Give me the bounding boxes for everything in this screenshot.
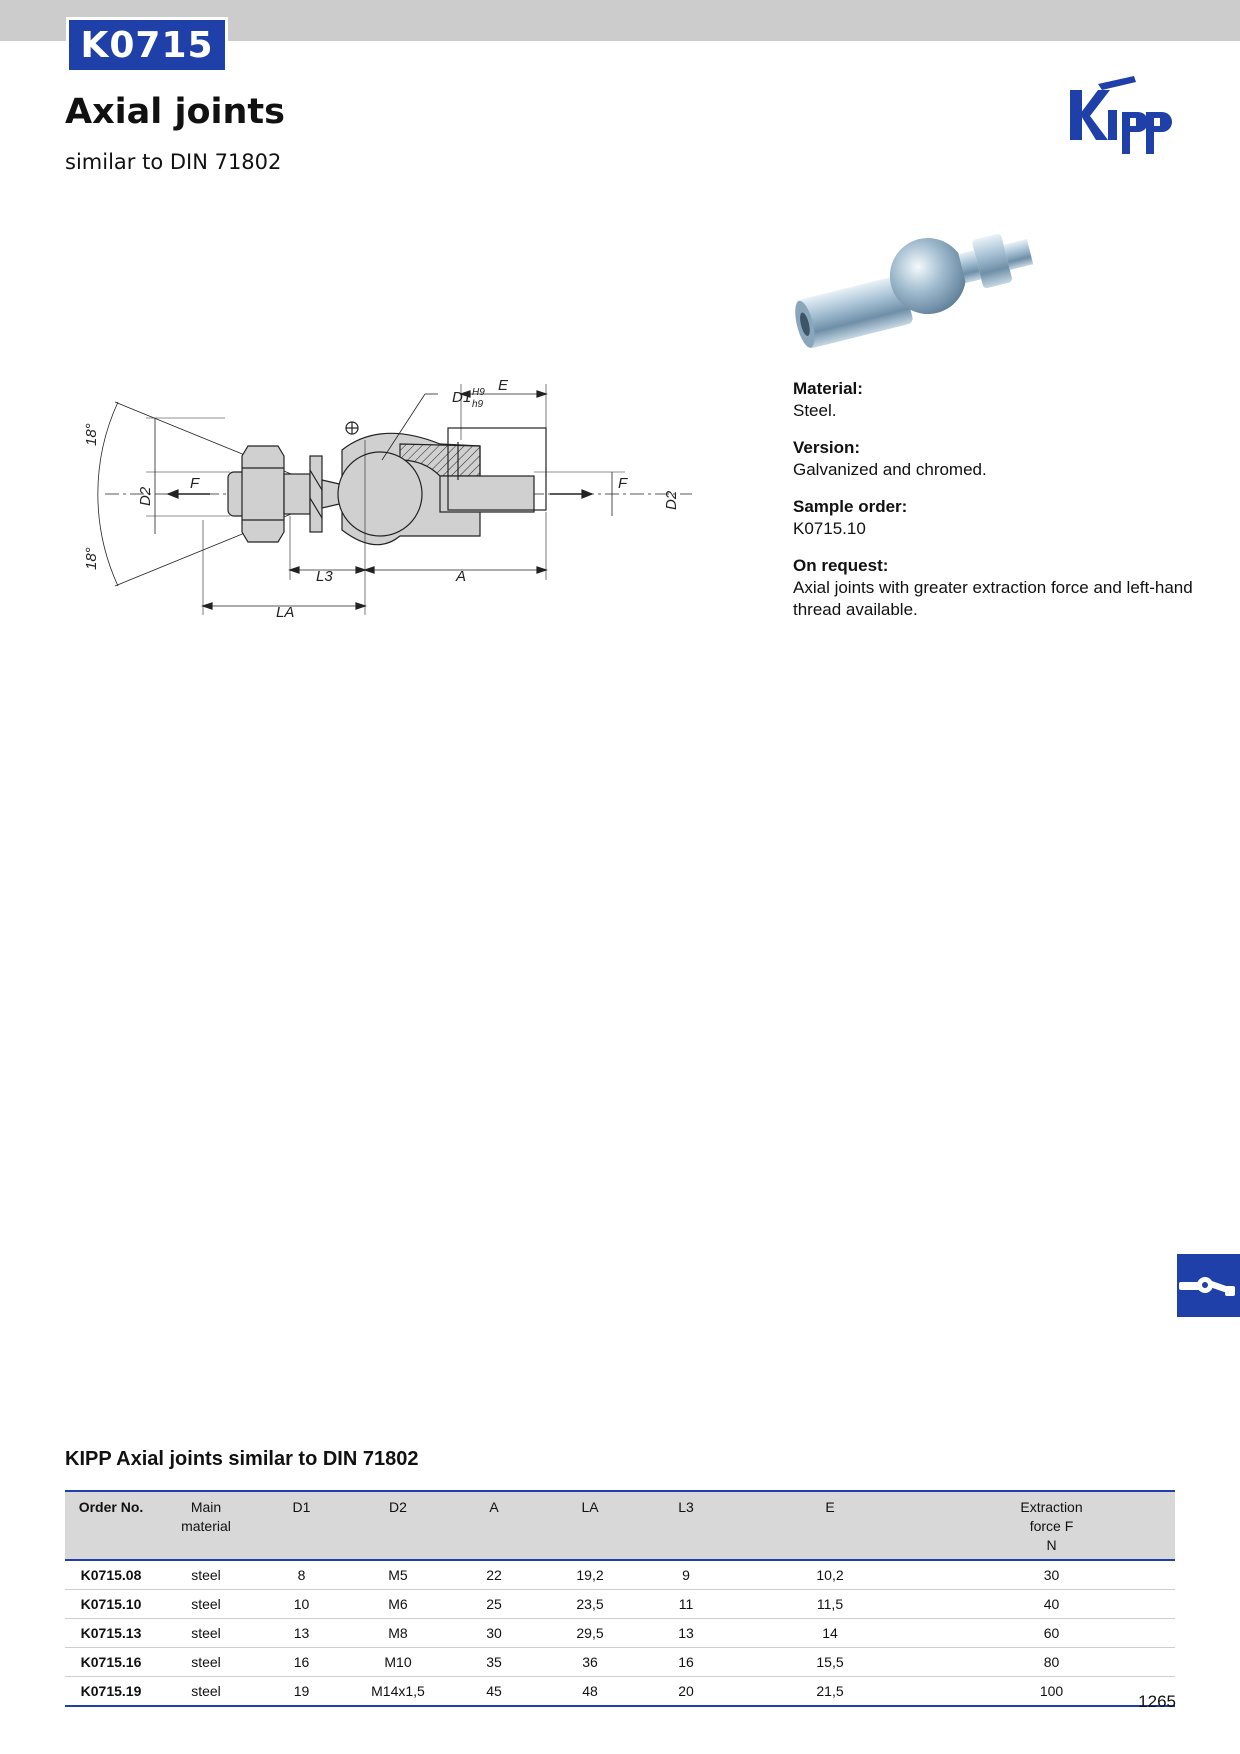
spec-value: K0715.10	[793, 519, 866, 538]
l3-label: L3	[316, 568, 333, 585]
cell-force: 100	[928, 1677, 1175, 1707]
spec-sample-order	[793, 496, 1193, 540]
cell-d1: 8	[255, 1560, 348, 1590]
spec-label: On request:	[793, 556, 889, 575]
cell-force: 40	[928, 1590, 1175, 1619]
cell-e: 10,2	[732, 1560, 928, 1590]
spec-value: Steel.	[793, 401, 837, 420]
column-header-order-no: Order No.	[78, 1499, 144, 1515]
cell-l3: 13	[640, 1619, 732, 1648]
technical-drawing	[80, 380, 720, 640]
column-header-force: Extraction	[1020, 1499, 1083, 1515]
cell-d2: M10	[348, 1648, 448, 1677]
d2-left-label: D2	[137, 486, 154, 506]
la-label: LA	[276, 604, 295, 621]
angle-top-label: 18°	[83, 423, 100, 446]
column-header-force-line2: force F	[1029, 1518, 1074, 1534]
axial-joint-icon	[1177, 1254, 1240, 1317]
table-row	[65, 1648, 1175, 1677]
cell-force: 30	[928, 1560, 1175, 1590]
cell-order-no: K0715.16	[65, 1648, 157, 1677]
cell-order-no: K0715.19	[65, 1677, 157, 1707]
table-header-row	[65, 1491, 1175, 1560]
dimension-table	[65, 1490, 1175, 1707]
cell-a: 35	[448, 1648, 540, 1677]
column-header-d1: D1	[292, 1499, 311, 1515]
cell-a: 22	[448, 1560, 540, 1590]
cell-d2: M5	[348, 1560, 448, 1590]
cell-d1: 16	[255, 1648, 348, 1677]
cell-l3: 20	[640, 1677, 732, 1707]
spec-list	[793, 378, 1193, 636]
cell-force: 60	[928, 1619, 1175, 1648]
kipp-logo	[1068, 74, 1180, 160]
cell-a: 25	[448, 1590, 540, 1619]
cell-order-no: K0715.10	[65, 1590, 157, 1619]
cell-la: 19,2	[540, 1560, 640, 1590]
spec-value: Galvanized and chromed.	[793, 460, 987, 479]
product-photo	[785, 205, 1065, 355]
cell-e: 14	[732, 1619, 928, 1648]
cell-order-no: K0715.08	[65, 1560, 157, 1590]
d1-tolerance-upper: H9	[472, 387, 485, 398]
category-tab[interactable]	[1177, 1254, 1240, 1317]
cell-e: 21,5	[732, 1677, 928, 1707]
cell-d1: 13	[255, 1619, 348, 1648]
spec-value: Axial joints with greater extraction force and left-hand thread available.	[793, 578, 1193, 619]
cell-material: steel	[157, 1677, 255, 1707]
cell-e: 11,5	[732, 1590, 928, 1619]
column-header-d2: D2	[389, 1499, 407, 1515]
cell-l3: 9	[640, 1560, 732, 1590]
page-title: Axial joints	[65, 92, 285, 132]
table-row	[65, 1560, 1175, 1590]
table-row	[65, 1677, 1175, 1707]
column-header-material-line2: material	[181, 1518, 231, 1534]
table-title: KIPP Axial joints similar to DIN 71802	[65, 1448, 419, 1470]
cell-material: steel	[157, 1590, 255, 1619]
spec-version	[793, 437, 1193, 481]
cell-d2: M14x1,5	[348, 1677, 448, 1707]
cell-la: 48	[540, 1677, 640, 1707]
f-left-label: F	[190, 475, 200, 492]
spec-label: Version:	[793, 438, 861, 457]
cell-d2: M6	[348, 1590, 448, 1619]
spec-on-request	[793, 555, 1193, 621]
cell-material: steel	[157, 1648, 255, 1677]
cell-a: 45	[448, 1677, 540, 1707]
column-header-la: LA	[581, 1499, 599, 1515]
cell-la: 23,5	[540, 1590, 640, 1619]
angle-bottom-label: 18°	[83, 547, 100, 570]
d2-right-label: D2	[663, 490, 680, 510]
page-number: 1265	[1138, 1692, 1176, 1711]
cell-l3: 11	[640, 1590, 732, 1619]
cell-d1: 19	[255, 1677, 348, 1707]
column-header-l3: L3	[678, 1499, 694, 1515]
product-code-badge: K0715	[66, 17, 228, 73]
table-row	[65, 1590, 1175, 1619]
cell-order-no: K0715.13	[65, 1619, 157, 1648]
spec-label: Sample order:	[793, 497, 908, 516]
f-right-label: F	[618, 475, 628, 492]
e-label: E	[498, 380, 509, 394]
cell-la: 29,5	[540, 1619, 640, 1648]
a-label: A	[456, 568, 467, 585]
spec-label: Material:	[793, 379, 863, 398]
column-header-force-unit: N	[1046, 1537, 1057, 1553]
cell-force: 80	[928, 1648, 1175, 1677]
cell-material: steel	[157, 1619, 255, 1648]
table-row	[65, 1619, 1175, 1648]
cell-e: 15,5	[732, 1648, 928, 1677]
column-header-a: A	[489, 1499, 499, 1515]
cell-a: 30	[448, 1619, 540, 1648]
cell-d1: 10	[255, 1590, 348, 1619]
d1-label: D1	[452, 389, 472, 406]
cell-la: 36	[540, 1648, 640, 1677]
d1-tolerance-lower: h9	[472, 399, 484, 410]
cell-l3: 16	[640, 1648, 732, 1677]
spec-material	[793, 378, 1193, 422]
cell-d2: M8	[348, 1619, 448, 1648]
page-subtitle: similar to DIN 71802	[65, 150, 282, 174]
column-header-material: Main	[190, 1499, 222, 1515]
column-header-e: E	[825, 1499, 835, 1515]
cell-material: steel	[157, 1560, 255, 1590]
